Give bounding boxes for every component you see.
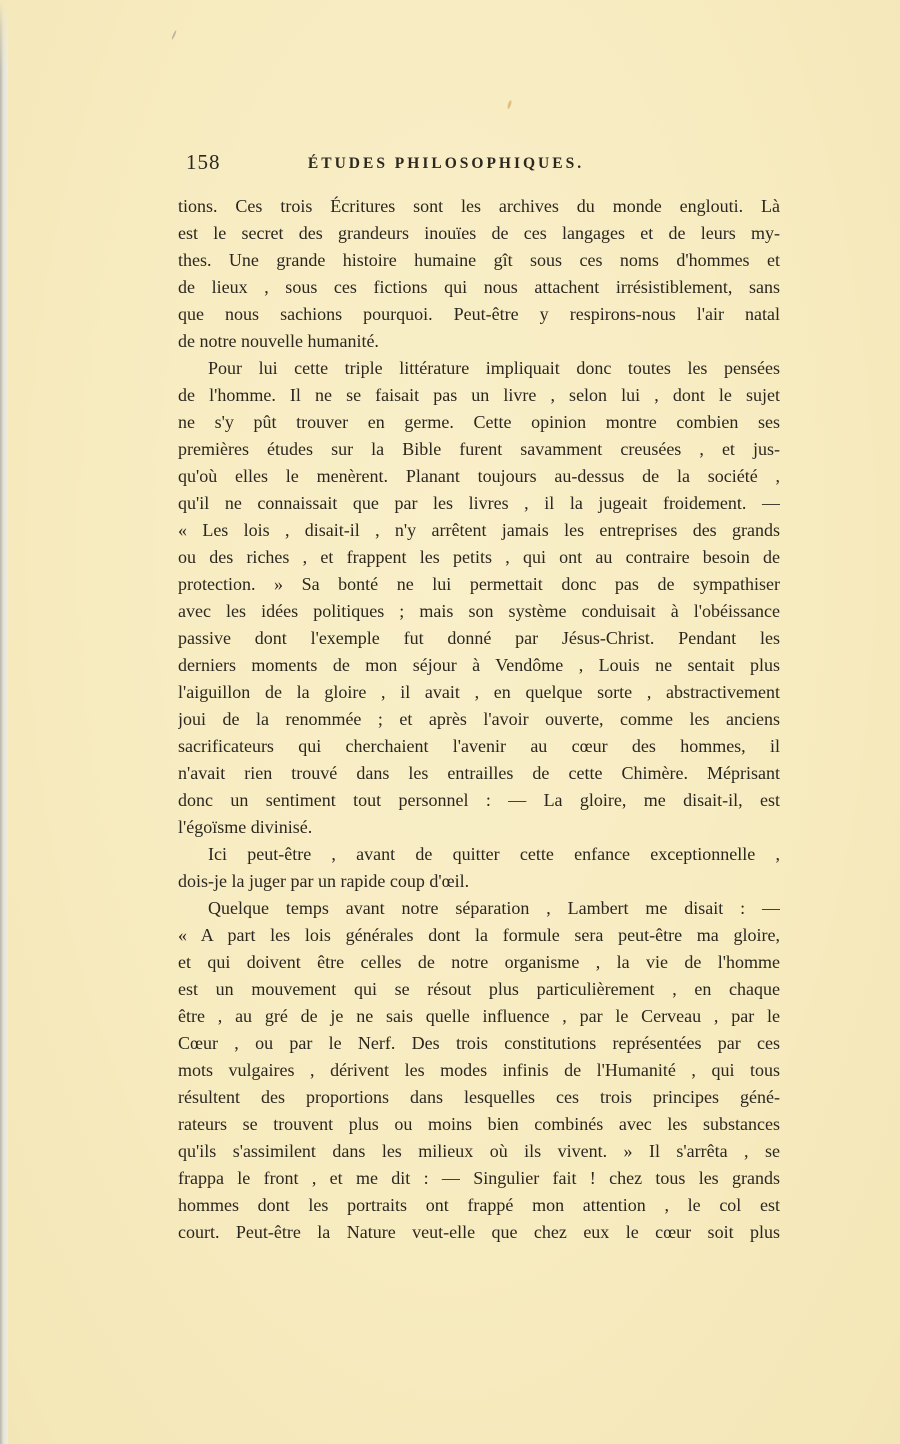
text-line: être , au gré de je ne sais quelle influence , par le Cerveau , par le [178, 1006, 780, 1026]
text-line: que nous sachions pourquoi. Peut-être y respirons-nous l'air natal [178, 304, 780, 324]
page-edge [0, 0, 8, 1444]
page-content [178, 148, 780, 1246]
text-line: de notre nouvelle humanité. [178, 331, 379, 351]
text-line: thes. Une grande histoire humaine gît sous ces noms d'hommes et [178, 250, 780, 270]
text-line: avec les idées politiques ; mais son système conduisait à l'obéissance [178, 601, 780, 621]
text-line: dois-je la juger par un rapide coup d'œil. [178, 871, 470, 891]
text-line: de l'homme. Il ne se faisait pas un livre , selon lui , dont le sujet [178, 385, 780, 405]
text-line: et qui doivent être celles de notre organisme , la vie de l'homme [178, 952, 780, 972]
text-line: est un mouvement qui se résout plus particulièrement , en chaque [178, 979, 780, 999]
text-line: de lieux , sous ces fictions qui nous attachent irrésistiblement, sans [178, 277, 780, 297]
text-line: qu'il ne connaissait que par les livres , il la jugeait froidement. — [178, 493, 780, 513]
text-block [178, 193, 780, 1246]
text-line: « A part les lois générales dont la formule sera peut-être ma gloire, [178, 925, 780, 945]
text-line: joui de la renommée ; et après l'avoir ouverte, comme les anciens [178, 709, 780, 729]
text-line: n'avait rien trouvé dans les entrailles de cette Chimère. Méprisant [178, 763, 780, 783]
text-line: résultent des proportions dans lesquelles ces trois principes géné- [178, 1087, 780, 1107]
text-line: Ici peut-être , avant de quitter cette enfance exceptionnelle , [208, 844, 780, 864]
text-line: l'aiguillon de la gloire , il avait , en quelque sorte , abstractivement [178, 682, 780, 702]
text-line: qu'où elles le menèrent. Planant toujours au-dessus de la société , [178, 466, 780, 486]
text-line: frappa le front , et me dit : — Singulier fait ! chez tous les grands [178, 1168, 780, 1188]
text-line: ne s'y pût trouver en germe. Cette opinion montre combien ses [178, 412, 780, 432]
text-line: Cœur , ou par le Nerf. Des trois constitutions représentées par ces [178, 1033, 780, 1053]
paper-speck [171, 30, 177, 40]
text-line: donc un sentiment tout personnel : — La gloire, me disait-il, est [178, 790, 780, 810]
text-line: court. Peut-être la Nature veut-elle que chez eux le cœur soit plus [178, 1222, 780, 1242]
text-line: est le secret des grandeurs inouïes de ces langages et de leurs my- [178, 223, 780, 243]
text-line: derniers moments de mon séjour à Vendôme , Louis ne sentait plus [178, 655, 780, 675]
running-head [178, 148, 780, 186]
running-title: ÉTUDES PHILOSOPHIQUES. [307, 155, 585, 172]
text-line: ou des riches , et frappent les petits , qui ont au contraire besoin de [178, 547, 780, 567]
text-line: protection. » Sa bonté ne lui permettait donc pas de sympathiser [178, 574, 780, 594]
text-line: rateurs se trouvent plus ou moins bien combinés avec les substances [178, 1114, 780, 1134]
text-line: passive dont l'exemple fut donné par Jésus-Christ. Pendant les [178, 628, 780, 648]
text-line: Pour lui cette triple littérature impliquait donc toutes les pensées [208, 358, 780, 378]
text-line: premières études sur la Bible furent savamment creusées , et jus- [178, 439, 780, 459]
text-line: hommes dont les portraits ont frappé mon attention , le col est [178, 1195, 780, 1215]
text-line: mots vulgaires , dérivent les modes infinis de l'Humanité , qui tous [178, 1060, 780, 1080]
text-line: l'égoïsme divinisé. [178, 817, 313, 837]
paper-speck [507, 100, 513, 109]
text-line: Quelque temps avant notre séparation , Lambert me disait : — [208, 898, 780, 918]
text-line: tions. Ces trois Écritures sont les archives du monde englouti. Là [178, 196, 780, 216]
page-number: 158 [186, 150, 221, 174]
text-line: sacrificateurs qui cherchaient l'avenir au cœur des hommes, il [178, 736, 780, 756]
text-line: qu'ils s'assimilent dans les milieux où ils vivent. » Il s'arrêta , se [178, 1141, 780, 1161]
text-line: « Les lois , disait-il , n'y arrêtent jamais les entreprises des grands [178, 520, 780, 540]
